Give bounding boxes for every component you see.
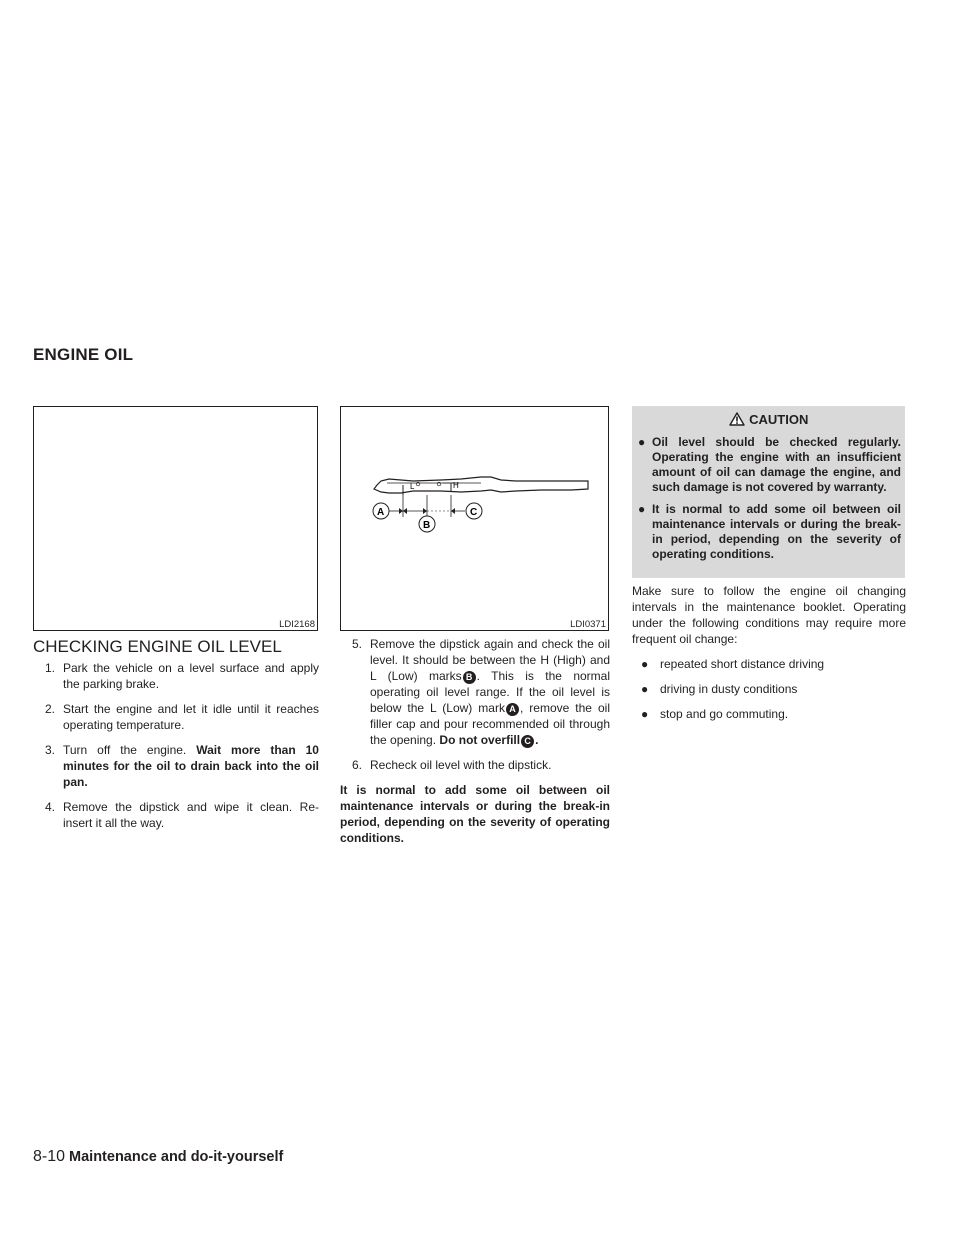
step-6: 6. Recheck oil level with the dipstick.: [351, 758, 552, 772]
step-3-warning: Wait more than 10 minutes for the oil to drain back into the oil pan.: [63, 743, 319, 789]
step-4: 4. Remove the dipstick and wipe it clean. Re-insert it all the way.: [44, 800, 319, 830]
steps-left-column: [33, 660, 319, 840]
section-title: ENGINE OIL: [33, 345, 134, 364]
caution-box: [632, 406, 905, 578]
caution-bullet: ● Oil level should be checked regularly. Operating the engine with an insufficient amount of oil can damage the engine, and such damage is not covered by warranty.: [638, 435, 901, 494]
figure-code: LDI0371: [570, 619, 606, 630]
oil-change-section: [632, 583, 906, 731]
condition-item: ● driving in dusty conditions: [641, 682, 798, 696]
mark-b-badge: B: [463, 671, 476, 684]
dipstick-illustration: [341, 407, 608, 630]
heading-checking-oil-level: CHECKING ENGINE OIL LEVEL: [33, 637, 282, 656]
condition-item: ● repeated short distance driving: [641, 657, 825, 671]
callout-a: A: [377, 507, 385, 518]
page-footer: [33, 1148, 283, 1166]
dipstick-mark-h: H: [453, 481, 459, 490]
oil-change-intro: Make sure to follow the engine oil changing intervals in the maintenance booklet. Operating under the following conditions may require more frequent oil change:: [632, 584, 906, 646]
step-5: 5. Remove the dipstick again and check the oil level. It should be between the H (High) and L (Low) marks B . This is the normal operating oil level range. If the oil level is below the L (Low) mark A , remove the oil filler cap and pour recommended oil through the opening. Do not overfill C .: [351, 637, 610, 747]
page-number: 8-10: [33, 1148, 66, 1165]
caution-title: CAUTION: [749, 412, 809, 427]
mark-a-badge: A: [506, 703, 519, 716]
figure-engine-bay: [33, 406, 318, 631]
mark-c-badge: C: [521, 735, 534, 748]
steps-middle-column: [340, 636, 610, 846]
caution-bullet: ● It is normal to add some oil between oil maintenance intervals or during the break-in period, depending on the severity of operating conditions.: [638, 502, 901, 561]
figure-dipstick: [340, 406, 609, 631]
condition-item: ● stop and go commuting.: [641, 707, 789, 721]
dipstick-mark-l: L: [410, 482, 415, 491]
middle-note: It is normal to add some oil between oil maintenance intervals or during the break-in period, depending on the severity of operating conditions.: [340, 783, 610, 845]
caution-header: [632, 411, 905, 427]
figure-code: LDI2168: [279, 619, 315, 630]
warning-triangle-icon: [729, 412, 745, 426]
step-3: 3. Turn off the engine. Wait more than 10 minutes for the oil to drain back into the oil pan.: [44, 743, 319, 789]
callout-b: B: [423, 520, 431, 531]
step-2: 2. Start the engine and let it idle until it reaches operating temperature.: [44, 702, 319, 732]
step-1: 1. Park the vehicle on a level surface and apply the parking brake.: [44, 661, 319, 691]
callout-c: C: [470, 507, 478, 518]
chapter-name: Maintenance and do-it-yourself: [69, 1149, 284, 1165]
